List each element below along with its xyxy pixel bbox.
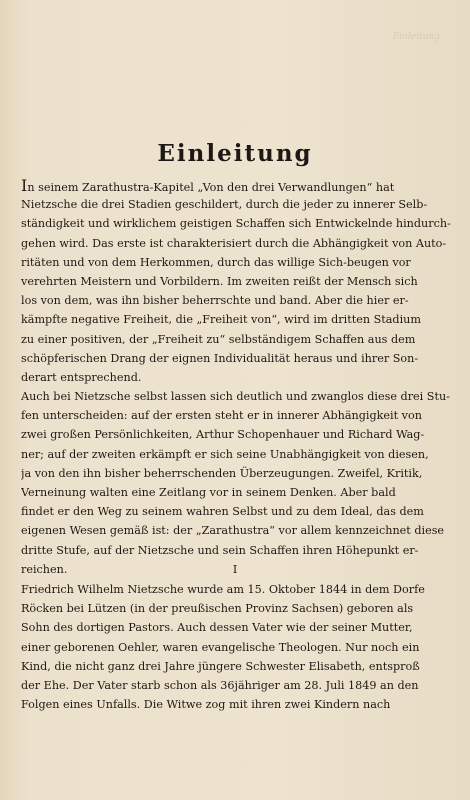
text-line: Röcken bei Lützen (in der preußischen Provinz Sachsen) geboren als	[21, 602, 414, 616]
text-line: ner; auf der zweiten erkämpft er sich seine Unabhängigkeit von diesen,	[21, 447, 429, 461]
text-line: Nietzsche die drei Stadien geschildert, durch die jeder zu innerer Selb-	[21, 198, 428, 212]
text-line: Friedrich Wilhelm Nietzsche wurde am 15. Oktober 1844 in dem Dorfe	[21, 583, 425, 596]
text-line: eigenen Wesen gemäß ist: der „Zarathustra“ vor allem kennzeichnet diese	[21, 524, 445, 538]
text-line: verehrten Meistern und Vorbildern. Im zweiten reißt der Mensch sich	[21, 274, 418, 288]
text-line: Verneinung walten eine Zeitlang vor in seinem Denken. Aber bald	[21, 486, 396, 499]
section-number: I	[232, 563, 238, 576]
text-line: fen unterscheiden: auf der ersten steht er in innerer Abhängigkeit von	[21, 409, 422, 423]
text-line: kämpfte negative Freiheit, die „Freiheit von“, wird im dritten Stadium	[21, 313, 421, 327]
text-line: In seinem Zarathustra-Kapitel „Von den drei Verwandlungen“ hat	[21, 176, 395, 195]
text-line: gehen wird. Das erste ist charakterisiert durch die Abhängigkeit von Auto-	[21, 236, 447, 250]
text-line: ständigkeit und wirklichem geistigen Schaffen sich Entwickelnde hindurch-	[21, 217, 451, 231]
text-line: reichen.	[21, 562, 68, 576]
text-line: ritäten und von dem Herkommen, durch das willige Sich-beugen vor	[21, 255, 411, 269]
text-line: derart entsprechend.	[21, 370, 142, 384]
text-line: der Ehe. Der Vater starb schon als 36jähriger am 28. Juli 1849 an den	[21, 678, 419, 692]
text-line: Auch bei Nietzsche selbst lassen sich deutlich und zwanglos diese drei Stu-	[21, 390, 450, 404]
text-line: zu einer positiven, der „Freiheit zu“ selbständigem Schaffen aus dem	[21, 332, 416, 346]
text-line: einer geborenen Oehler, waren evangelische Theologen. Nur noch ein	[21, 640, 420, 654]
text-line: findet er den Weg zu seinem wahren Selbst und zu dem Ideal, das dem	[21, 505, 424, 519]
section-2-text	[21, 580, 451, 714]
text-line: Folgen eines Unfalls. Die Witwe zog mit ihren zwei Kindern nach	[21, 698, 391, 712]
text-line: dritte Stufe, auf der Nietzsche und sein Schaffen ihren Höhepunkt er-	[21, 543, 419, 557]
chapter-title: Einleitung	[157, 140, 313, 167]
text-line: Sohn des dortigen Pastors. Auch dessen Vater wie der seiner Mutter,	[21, 621, 413, 635]
text-line: Kind, die nicht ganz drei Jahre jüngere Schwester Elisabeth, entsproß	[21, 659, 420, 673]
section-1-text	[21, 176, 451, 579]
show-through-running-head: Einleitung	[392, 32, 440, 42]
text-line: schöpferischen Drang der eignen Individualität heraus und ihrer Son-	[21, 351, 419, 365]
text-line: ja von den ihn bisher beherrschenden Überzeugungen. Zweifel, Kritik,	[21, 466, 423, 480]
text-line: los von dem, was ihn bisher beherrschte und band. Aber die hier er-	[21, 294, 409, 308]
text-line: zwei großen Persönlichkeiten, Arthur Schopenhauer und Richard Wag-	[21, 428, 425, 442]
